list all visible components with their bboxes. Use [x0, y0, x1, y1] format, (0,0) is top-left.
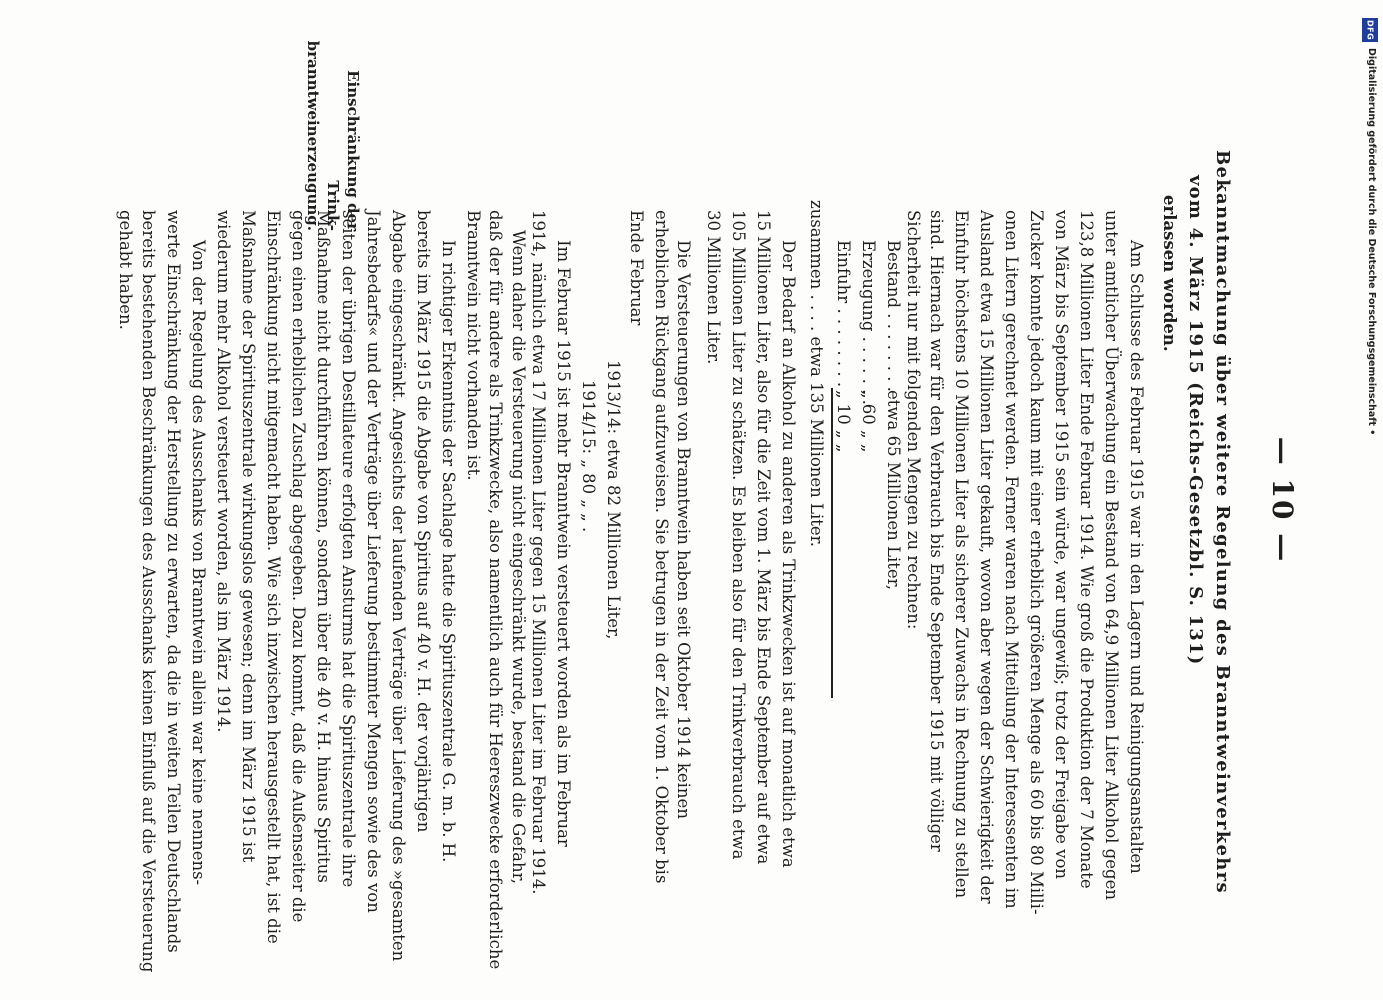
paragraph-4-line: Im Februar 1915 ist mehr Branntwein versteuert worden als im Februar	[554, 240, 573, 847]
table-row-value: „ 60 „ „	[859, 390, 878, 453]
paragraph-5-line: Maßnahme nicht durchführen können, sondern über die 40 v. H. hinaus Spiritus	[314, 210, 333, 883]
year-line: 1913/14: etwa 82 Millionen Liter,	[604, 360, 623, 640]
paragraph-4-line: 1914, nämlich etwa 17 Millionen Liter gegen 15 Millionen Liter im Februar 1914.	[529, 210, 548, 895]
paragraph-4-line: Branntwein nicht vorhanden ist.	[464, 210, 483, 481]
paragraph-5-line: bereits im März 1915 die Abgabe von Spiritus auf 40 v. H. der vorjährigen	[414, 210, 433, 833]
paragraph-2-line: Der Bedarf an Alkohol zu anderen als Trinkzwecken ist auf monatlich etwa	[779, 240, 798, 868]
paragraph-1-line: onen Litern gerechnet werden. Ferner waren nach Mitteilung der Interessenten im	[1002, 210, 1021, 909]
paragraph-1-line: von März bis September 1915 sein würde, war ungewiß; trotz der Freigabe von	[1052, 210, 1071, 880]
sum-rule	[831, 388, 833, 698]
title-line-1: Bekanntmachung über weitere Regelung des Branntweinverkehrs	[1212, 150, 1233, 894]
paragraph-4-line: Wenn daher die Versteuerung nicht eingeschränkt wurde, bestand die Gefahr,	[509, 230, 528, 884]
paragraph-3-line: Die Versteuerungen von Branntwein haben seit Oktober 1914 keinen	[674, 240, 693, 819]
paragraph-2-line: 15 Millionen Liter, also für die Zeit vom 1. März bis Ende September auf etwa	[754, 210, 773, 865]
paragraph-2-line: 30 Millionen Liter.	[704, 210, 723, 365]
paragraph-3-line: Ende Februar	[627, 210, 646, 326]
margin-note: Einschränkung der Trink- branntweinerzeugung.	[304, 40, 362, 231]
paragraph-1-line: Zucker konnte jedoch kaum mit einer erheblich größeren Menge als 60 bis 80 Milli-	[1027, 210, 1046, 915]
table-row-value: „ 10 „ „	[834, 390, 853, 453]
title-line-3: erlassen worden.	[1160, 195, 1179, 352]
paragraph-5-line: seiten der übrigen Destillateure erfolgten Ansturms hat die Spirituszentrale ihre	[339, 210, 358, 888]
paragraph-1-line: Am Schlusse des Februar 1915 war in den Lagern und Reinigungsanstalten	[1127, 240, 1146, 874]
dfg-credit-text: Digitalisierung gefördert durch die Deutsche Forschungsgemeinschaft •	[1366, 48, 1377, 436]
table-row-label: Bestand . . . . . . . .	[884, 240, 903, 392]
table-total: zusammen . . . . etwa 135 Millionen Liter.	[807, 200, 826, 547]
paragraph-5-line: Abgabe eingeschränkt. Angesichts der laufenden Verträge über Lieferung des »gesamten	[389, 210, 408, 962]
paragraph-5-line: wiederum mehr Alkohol versteuert worden, als im März 1914.	[214, 210, 233, 733]
paragraph-1-line: Sicherheit nur mit folgenden Mengen zu rechnen:	[904, 210, 923, 630]
paragraph-1-line: Ausland etwa 15 Millionen Liter gekauft, wovon aber wegen der Schwierigkeit der	[977, 210, 996, 904]
year-line: 1914/15: „ 80 „ „ .	[579, 380, 598, 533]
paragraph-4-line: daß der für andere als Trinkzwecke, also namentlich auch für Heereszwecke erforderliche	[486, 210, 505, 970]
paragraph-1-line: Einfuhr höchstens 10 Millionen Liter als sicherer Zuwachs in Rechnung zu stellen	[952, 210, 971, 899]
table-row-value: etwa 65 Millionen Liter,	[884, 390, 903, 590]
paragraph-5-line: gegen einen erheblichen Zuschlag abgegeben. Dazu kommt, daß die Außenseiter die	[289, 210, 308, 923]
page-number: — 10 —	[1266, 436, 1299, 564]
dfg-credit	[1359, 8, 1381, 436]
paragraph-5-line: Maßnahme der Spirituszentrale wirkungslos gewesen; denn im März 1915 ist	[239, 210, 258, 863]
table-row-label: Einfuhr . . . . . . . .	[834, 240, 853, 388]
paragraph-5-line: In richtiger Erkenntnis der Sachlage hatte die Spirituszentrale G. m. b. H.	[439, 240, 458, 863]
dfg-logo: DFG	[1362, 18, 1378, 42]
paragraph-1-line: sind. Hiernach war für den Verbrauch bis Ende September 1915 mit völliger	[927, 210, 946, 852]
paragraph-5-line: Einschränkung nicht mitgemacht haben. Wie sich inzwischen herausgestellt hat, ist die	[264, 210, 283, 944]
paragraph-1-line: unter amtlicher Überwachung ein Bestand von 64,9 Millionen Liter Alkohol gegen	[1102, 210, 1121, 900]
paragraph-6-line: Von der Regelung des Ausschanks von Branntwein allein war keine nennens-	[189, 240, 208, 886]
paragraph-1-line: 123,8 Millionen Liter Ende Februar 1914. Wie groß die Produktion der 7 Monate	[1077, 210, 1096, 889]
paragraph-6-line: bereits bestehenden Beschränkungen des Ausschanks keinen Einfluß auf die Versteuerung	[139, 210, 158, 973]
title-line-2: vom 4. März 1915 (Reichs-Gesetzbl. S. 131)	[1185, 175, 1206, 666]
paragraph-3-line: erheblichen Rückgang aufzuweisen. Sie betrugen in der Zeit vom 1. Oktober bis	[652, 210, 671, 884]
paragraph-2-line: 105 Millionen Liter zu schätzen. Es bleiben also für den Trinkverbrauch etwa	[729, 210, 748, 860]
paragraph-6-line: werte Einschränkung der Herstellung zu erwarten, da die in weiten Teilen Deutschlands	[164, 210, 183, 953]
table-row-label: Erzeugung . . . . . . .	[859, 240, 878, 405]
paragraph-6-line: gehabt haben.	[116, 210, 135, 330]
paragraph-5-line: Jahresbedarfs« und der Verträge über Lieferung bestimmter Mengen sowie des von	[364, 210, 383, 913]
